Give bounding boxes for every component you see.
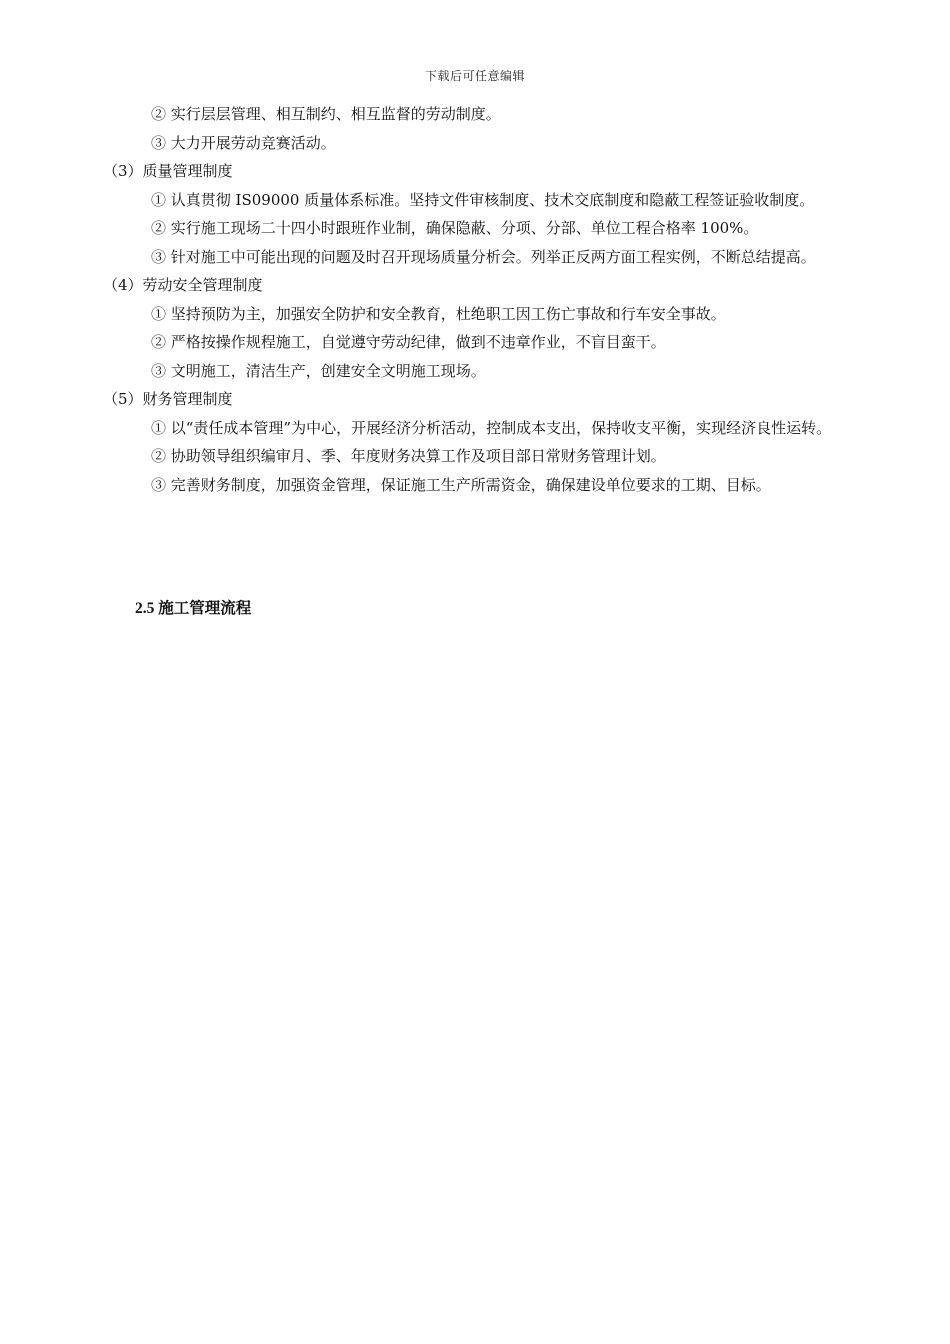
paragraph-labor-item-2: ② 实行层层管理、相互制约、相互监督的劳动制度。 xyxy=(151,105,501,123)
page-header-note: 下载后可任意编辑 xyxy=(424,69,525,83)
paragraph-safety-item-2: ② 严格按操作规程施工，自觉遵守劳动纪律，做到不违章作业，不盲目蛮干。 xyxy=(151,333,666,351)
paragraph-quality-item-3: ③ 针对施工中可能出现的问题及时召开现场质量分析会。列举正反两方面工程实例，不断总结提高。 xyxy=(151,247,816,266)
paragraph-quality-item-1: ① 认真贯彻 IS09000 质量体系标准。坚持文件审核制度、技术交底制度和隐蔽工程签证验收制度。 xyxy=(151,190,815,209)
paragraph-quality-item-2: ② 实行施工现场二十四小时跟班作业制，确保隐蔽、分项、分部、单位工程合格率 100%。 xyxy=(151,219,759,237)
document-body xyxy=(105,100,860,499)
paragraph-safety-item-3: ③ 文明施工，清洁生产，创建安全文明施工现场。 xyxy=(151,361,486,380)
heading-quality-management: （3）质量管理制度 xyxy=(103,162,233,180)
paragraph-safety-item-1: ① 坚持预防为主，加强安全防护和安全教育，杜绝职工因工伤亡事故和行车安全事故。 xyxy=(151,304,726,323)
paragraph-finance-item-1: ① 以“责任成本管理”为中心，开展经济分析活动，控制成本支出，保持收支平衡，实现经济良性运转。 xyxy=(151,418,832,437)
heading-finance-management: （5）财务管理制度 xyxy=(103,390,233,408)
section-title: 2.5 施工管理流程 xyxy=(135,600,252,617)
heading-labor-safety-management: （4）劳动安全管理制度 xyxy=(103,276,263,294)
paragraph-finance-item-3: ③ 完善财务制度，加强资金管理，保证施工生产所需资金，确保建设单位要求的工期、目标。 xyxy=(151,475,771,494)
paragraph-labor-item-3: ③ 大力开展劳动竞赛活动。 xyxy=(151,133,336,152)
paragraph-finance-item-2: ② 协助领导组织编审月、季、年度财务决算工作及项目部日常财务管理计划。 xyxy=(151,447,666,465)
